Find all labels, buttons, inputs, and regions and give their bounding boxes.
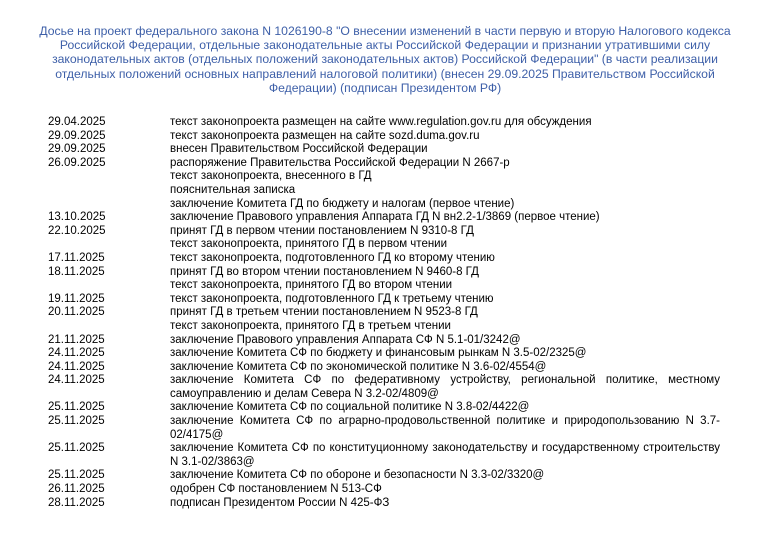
event-date: 13.10.2025 (48, 211, 106, 224)
event-items (170, 130, 720, 144)
event-items (170, 483, 720, 497)
event-item: текст законопроекта, подготовленного ГД ко второму чтению (170, 251, 495, 264)
event-items (170, 252, 720, 266)
event-row (48, 361, 720, 375)
event-item: принят ГД во втором чтении постановлением N 9460-8 ГД (170, 265, 479, 278)
event-items (170, 415, 720, 442)
event-item: текст законопроекта, подготовленного ГД к третьему чтению (170, 292, 494, 305)
event-items (170, 225, 720, 252)
legislative-events-list (48, 116, 720, 510)
event-items (170, 497, 720, 511)
event-item: заключение Комитета СФ по экономической политике N 3.6-02/4554@ (170, 360, 547, 373)
event-date: 29.09.2025 (48, 143, 106, 156)
event-date: 26.11.2025 (48, 483, 105, 496)
event-date: 26.09.2025 (48, 156, 106, 169)
event-item: заключение Комитета СФ по федеративному устройству, региональной политике, местному самоуправлению и делам Севера N 3.2-02/4809@ (170, 374, 720, 400)
event-row (48, 157, 720, 211)
event-items (170, 401, 720, 415)
event-items (170, 442, 720, 469)
event-items (170, 374, 720, 401)
event-row (48, 401, 720, 415)
event-items (170, 334, 720, 348)
event-item: заключение Комитета ГД по бюджету и налогам (первое чтение) (170, 197, 515, 210)
event-date: 25.11.2025 (48, 401, 105, 414)
event-date: 28.11.2025 (48, 496, 105, 509)
event-item: заключение Комитета СФ по обороне и безопасности N 3.3-02/3320@ (170, 469, 545, 482)
event-date: 21.11.2025 (48, 333, 105, 346)
event-row (48, 306, 720, 333)
event-item: распоряжение Правительства Российской Федерации N 2667-р (170, 156, 510, 169)
event-item: одобрен СФ постановлением N 513-СФ (170, 483, 382, 496)
event-items (170, 306, 720, 333)
event-item: заключение Комитета СФ по бюджету и финансовым рынкам N 3.5-02/2325@ (170, 347, 587, 360)
event-row (48, 130, 720, 144)
event-items (170, 116, 720, 130)
event-item: заключение Комитета СФ по аграрно-продовольственной политике и природопользованию N 3.7-02/4175@ (170, 415, 720, 441)
event-row (48, 143, 720, 157)
event-items (170, 157, 720, 211)
event-row (48, 374, 720, 401)
event-items (170, 266, 720, 293)
event-row (48, 293, 720, 307)
event-items (170, 361, 720, 375)
event-item: заключение Правового управления Аппарата СФ N 5.1-01/3242@ (170, 333, 521, 346)
event-row (48, 497, 720, 511)
dossier-title: Досье на проект федерального закона N 1026190-8 "О внесении изменений в части первую и вторую Налогового кодекса Российской Федерации, отдельные законодательные акты Российской Федерации и признании утратившими силу законодательных актов (отдельных положений законодательных актов) Российской Федерации" (в части реализации отдельных положений основных направлений налоговой политики) (внесен 29.09.2025 Правительством Российской Федерации) (подписан Президентом РФ) (39, 24, 731, 95)
event-item: текст законопроекта размещен на сайте www.regulation.gov.ru для обсуждения (170, 116, 592, 128)
event-date: 25.11.2025 (48, 415, 105, 428)
event-row (48, 334, 720, 348)
event-date: 17.11.2025 (48, 251, 105, 264)
event-item: текст законопроекта, принятого ГД во втором чтении (170, 279, 453, 292)
event-item: текст законопроекта, внесенного в ГД (170, 170, 372, 183)
event-items (170, 143, 720, 157)
event-items (170, 347, 720, 361)
event-item: заключение Правового управления Аппарата ГД N вн2.2-1/3869 (первое чтение) (170, 211, 600, 224)
event-date: 24.11.2025 (48, 360, 105, 373)
event-items (170, 293, 720, 307)
event-date: 20.11.2025 (48, 306, 105, 319)
event-row (48, 225, 720, 252)
event-date: 19.11.2025 (48, 292, 105, 305)
event-row (48, 347, 720, 361)
event-item: текст законопроекта, принятого ГД в первом чтении (170, 238, 448, 251)
event-row (48, 266, 720, 293)
event-items (170, 469, 720, 483)
event-row (48, 211, 720, 225)
event-item: заключение Комитета СФ по конституционному законодательству и государственному строительству N 3.1-02/3863@ (170, 442, 720, 468)
event-date: 24.11.2025 (48, 374, 105, 387)
event-item: принят ГД в третьем чтении постановлением N 9523-8 ГД (170, 306, 478, 319)
event-date: 25.11.2025 (48, 442, 105, 455)
event-items (170, 211, 720, 225)
event-item: принят ГД в первом чтении постановлением N 9310-8 ГД (170, 224, 474, 237)
event-row (48, 116, 720, 130)
event-row (48, 415, 720, 442)
event-row (48, 252, 720, 266)
event-date: 18.11.2025 (48, 265, 105, 278)
event-item: подписан Президентом России N 425-ФЗ (170, 496, 390, 509)
event-item: заключение Комитета СФ по социальной политике N 3.8-02/4422@ (170, 401, 530, 414)
event-item: внесен Правительством Российской Федерации (170, 143, 428, 156)
event-date: 24.11.2025 (48, 347, 105, 360)
event-item: пояснительная записка (170, 183, 296, 196)
event-row (48, 442, 720, 469)
event-date: 25.11.2025 (48, 469, 105, 482)
event-date: 29.09.2025 (48, 129, 106, 142)
event-date: 29.04.2025 (48, 116, 106, 128)
event-row (48, 483, 720, 497)
event-item: текст законопроекта размещен на сайте sozd.duma.gov.ru (170, 129, 480, 142)
event-item: текст законопроекта, принятого ГД в третьем чтении (170, 319, 451, 332)
event-row (48, 469, 720, 483)
event-date: 22.10.2025 (48, 224, 106, 237)
